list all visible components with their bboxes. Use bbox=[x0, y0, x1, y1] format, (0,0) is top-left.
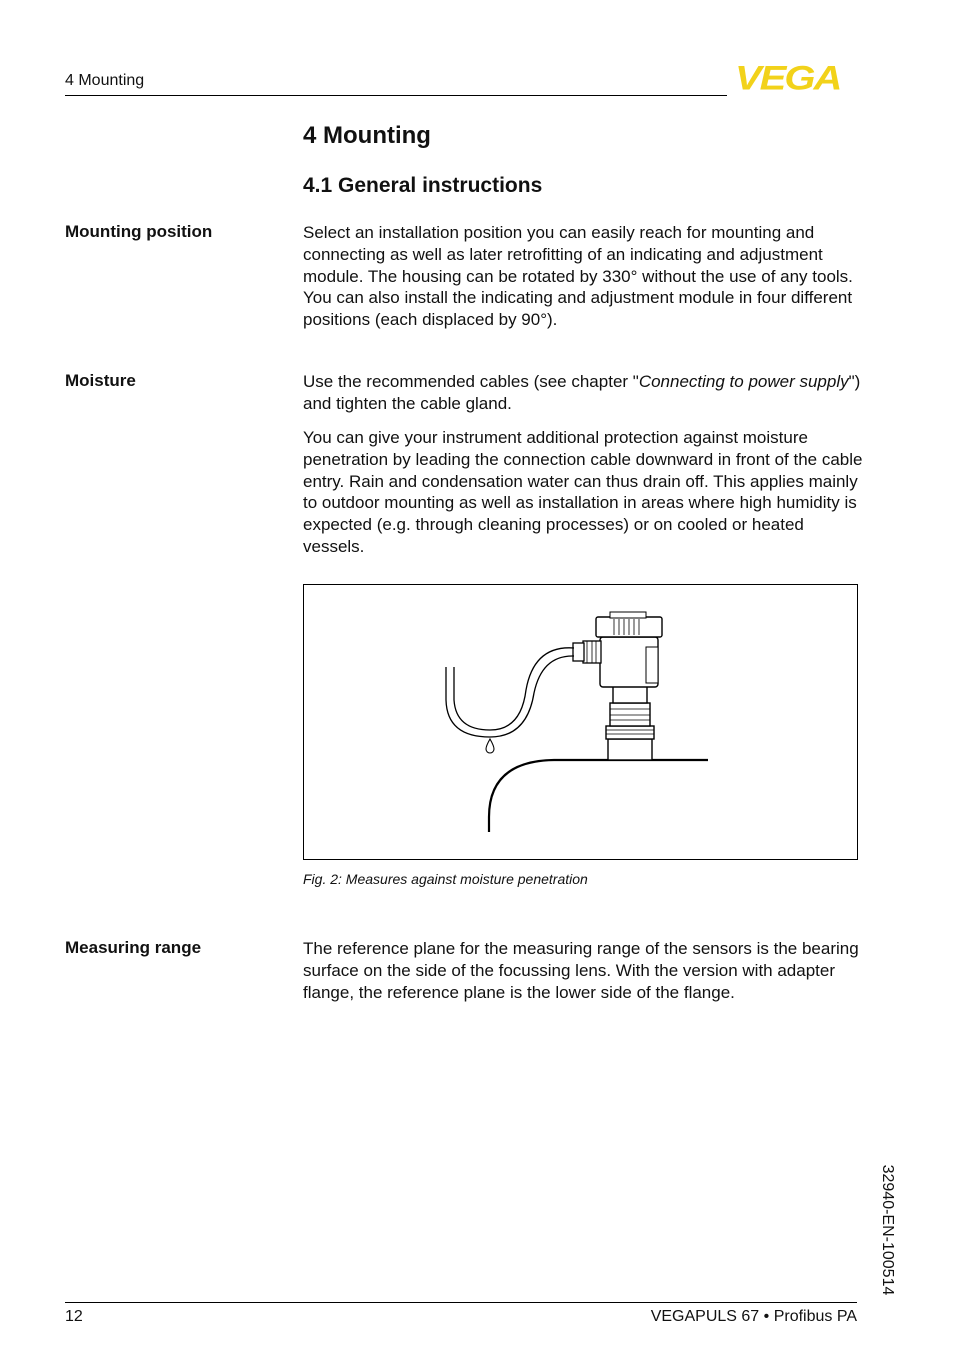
chapter-reference: Connecting to power supply bbox=[638, 372, 849, 391]
figure-caption: Fig. 2: Measures against moisture penetration bbox=[303, 871, 588, 887]
page-number: 12 bbox=[65, 1308, 83, 1325]
moisture-label: Moisture bbox=[65, 371, 136, 390]
measuring-range-text: The reference plane for the measuring range of the sensors is the bearing surface on the side of the focussing lens. With the version with adapter flange, the reference plane is the lower side of the flange. bbox=[303, 939, 859, 1002]
mounting-position-text: Select an installation position you can easily reach for mounting and connecting as well as later retrofitting of an indicating and adjustment module. The housing can be rotated by 330° without the use of any tools. You can also install the indicating and adjustment module in four different positions (each displaced by 90°). bbox=[303, 223, 853, 330]
mounting-position-label: Mounting position bbox=[65, 222, 213, 241]
section-title: 4.1 General instructions bbox=[303, 174, 543, 197]
chapter-title: 4 Mounting bbox=[303, 122, 431, 149]
footer-divider bbox=[65, 1302, 857, 1303]
document-code: 32940-EN-100514 bbox=[879, 1164, 896, 1296]
logo-text: VEGA bbox=[735, 59, 841, 98]
moisture-p1-after: ") and tighten the cable gland. bbox=[303, 372, 861, 413]
moisture-paragraph-1 bbox=[303, 371, 863, 415]
product-name: VEGAPULS 67 • Profibus PA bbox=[650, 1308, 857, 1325]
moisture-illustration bbox=[304, 585, 857, 859]
moisture-paragraph-2: You can give your instrument additional protection against moisture penetration by leading the connection cable downward in front of the cable entry. Rain and condensation water can thus drain off. This applies mainly to outdoor mounting as well as installation in areas where high humidity is expected (e.g. through cleaning processes) or on cooled or heated vessels. bbox=[303, 428, 863, 556]
running-header: 4 Mounting bbox=[65, 72, 145, 89]
measuring-range-label: Measuring range bbox=[65, 938, 202, 957]
moisture-p1-before: Use the recommended cables (see chapter " bbox=[303, 372, 639, 391]
header-divider bbox=[65, 95, 727, 96]
figure-frame bbox=[303, 584, 858, 860]
vega-logo bbox=[735, 59, 857, 98]
